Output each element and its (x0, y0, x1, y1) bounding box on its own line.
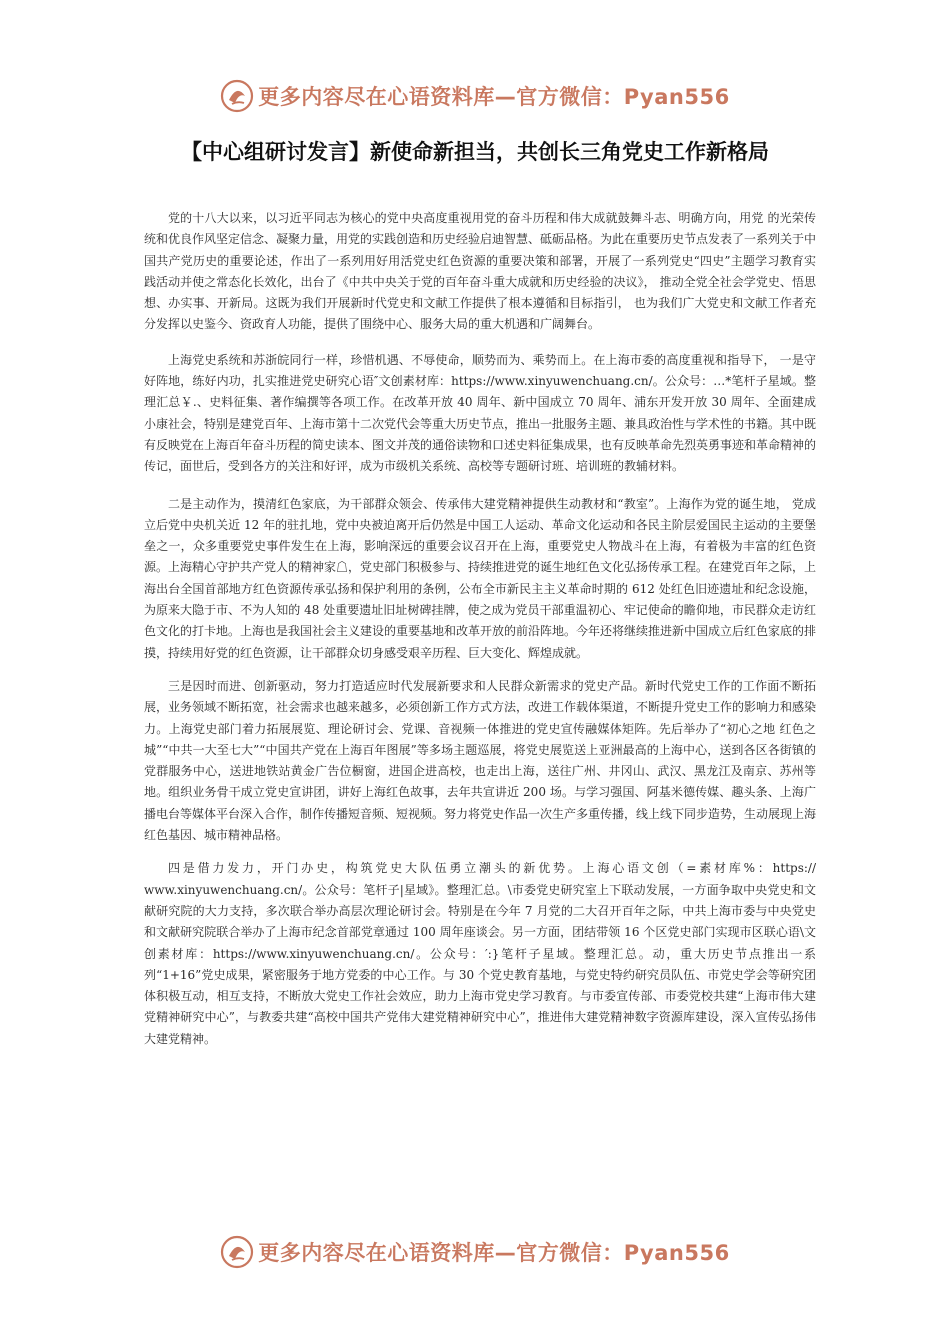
logo-icon (220, 1235, 254, 1269)
paragraph-first-point: 上海党史系统和苏浙皖同行一样，珍惜机遇、不辱使命，顺势而为、乘势而上。在上海市委的高度重视和指导下， 一是守好阵地，练好内功，扎实推进党史研究心语″文创素材库：https://www.xinyuwenchuang.cn/。公众号：…*笔杆子星域。整理汇总￥.、史料征集、著作编撰等各项工作。在改革开放 40 周年、新中国成立 70 周年、浦东开发开放 30 周年、全面建成小康社会，特别是建党百年、上海市第十二次党代会等重大历史节点，推出一批服务主题、兼具政治性与学术性的书籍。其中既有反映党在上海百年奋斗历程的简史读本、图文并茂的通俗读物和口述史料征集成果，也有反映革命先烈英勇事迹和革命精神的传记，面世后，受到各方的关注和好评，成为市级机关系统、高校等专题研讨班、培训班的教辅材料。 (144, 352, 817, 474)
document-body (144, 208, 816, 1060)
logo-icon (220, 79, 254, 113)
header-banner (0, 76, 950, 116)
footer-banner (0, 1232, 950, 1272)
paragraph-third-point: 三是因时而进、创新驱动，努力打造适应时代发展新要求和人民群众新需求的党史产品。新时代党史工作的工作面不断拓展，业务领域不断拓宽，社会需求也越来越多，必须创新工作方式方法，改进工作载体渠道，不断提升党史工作的影响力和感染力。上海党史部门着力拓展展览、理论研讨会、党课、音视频一体推进的党史宣传融媒体矩阵。先后举办了“初心之地 红色之城”“中共一大至七大”“中国共产党在上海百年图展”等多场主题巡展，将党史展览送上亚洲最高的上海中心，送到各区各街镇的党群服务中心，送进地铁站黄金广告位橱窗，进国企进高校，也走出上海，送往广州、井冈山、武汉、黑龙江及南京、苏州等地。组织业务骨干成立党史宣讲团，讲好上海红色故事，去年共宣讲近 200 场。与学习强国、阿基米德传媒、趣头条、上海广播电台等媒体平台深入合作，制作传播短音频、短视频。努力将党史作品一次生产多重传播，线上线下同步造势，生动展现上海红色基因、城市精神品格。 (144, 678, 817, 843)
footer-banner-text: 更多内容尽在心语资料库—官方微信：Pyan556 (258, 1241, 730, 1265)
paragraph-intro: 党的十八大以来，以习近平同志为核心的党中央高度重视用党的奋斗历程和伟大成就鼓舞斗志、明确方向，用党 的光荣传统和优良作风坚定信念、凝聚力量，用党的实践创造和历史经验启迪智慧、砥砺品格。为此在重要历史节点发表了一系列关于中国共产党历史的重要论述，作出了一系列用好用活党史红色资源的重要决策和部署，开展了一系列党史“四史”主题学习教育实践活动并使之常态化长效化，出台了《中共中央关于党的百年奋斗重大成就和历史经验的决议》， 推动全党全社会学党史、悟思想、办实事、开新局。这既为我们开展新时代党史和文献工作提供了根本遵循和目标指引， 也为我们广大党史和文献工作者充分发挥以史鉴今、资政育人功能，提供了围绕中心、服务大局的重大机遇和广阔舞台。 (144, 211, 817, 332)
paragraph-fourth-point: 四是借力发力，开门办史，构筑党史大队伍勇立潮头的新优势。上海心语文创（=素材库%：https:// www.xinyuwenchuang.cn/。公众号：笔杆子|星域》。整理汇总。\市委党史研究室上下联动发展，一方面争取中央党史和文献研究院的大力支持，多次联合举办高层次理论研讨会。特别是在今年 7 月党的二大召开百年之际，中共上海市委与中央党史和文献研究院联合举办了上海市纪念首部党章通过 100 周年座谈会。另一方面，团结带领 16 个区党史部门实现市区联心语\文创素材库：https://www.xinyuwenchuang.cn/。公众号：′:}笔杆子星域。整理汇总。动，重大历史节点推出一系列“1+16”党史成果，紧密服务于地方党委的中心工作。与 30 个党史教育基地，与党史特约研究员队伍、市党史学会等研究团体积极互动，相互支持，不断放大党史工作社会效应，助力上海市党史学习教育。与市委宣传部、市委党校共建“上海市伟大建党精神研究中心”，与教委共建“高校中国共产党伟大建党精神研究中心”，推进伟大建党精神数字资源库建设，深入宣传弘扬伟大建党精神。 (144, 861, 816, 1046)
document-title: 【中心组研讨发言】新使命新担当，共创长三角党史工作新格局 (181, 140, 769, 164)
header-banner-text: 更多内容尽在心语资料库—官方微信：Pyan556 (258, 85, 730, 109)
paragraph-second-point: 二是主动作为，摸清红色家底，为干部群众领会、传承伟大建党精神提供生动教材和“教室”。上海作为党的诞生地， 党成立后党中央机关近 12 年的驻扎地，党中央被迫离开后仍然是中国工人运动、革命文化运动和各民主阶层爱国民主运动的主要堡垒之一，众多重要党史事件发生在上海，影响深远的重要会议召开在上海，重要党史人物战斗在上海，有着极为丰富的红色资源。上海精心守护共产党人的精神家☖，党史部门积极参与、持续推进党的诞生地红色文化弘扬传承工程。在建党百年之际，上海出台全国首部地方红色资源传承弘扬和保护利用的条例，公布全市新民主主义革命时期的 612 处红色旧迹遗址和纪念设施，为原来大隐于市、不为人知的 48 处重要遗址旧址树碑挂牌，使之成为党员干部重温初心、牢记使命的瞻仰地，市民群众走访红色文化的打卡地。上海也是我国社会主义建设的重要基地和改革开放的前沿阵地。今年还将继续推进新中国成立后红色家底的排摸，持续用好党的红色资源，让干部群众切身感受艰辛历程、巨大变化、辉煌成就。 (144, 496, 817, 660)
